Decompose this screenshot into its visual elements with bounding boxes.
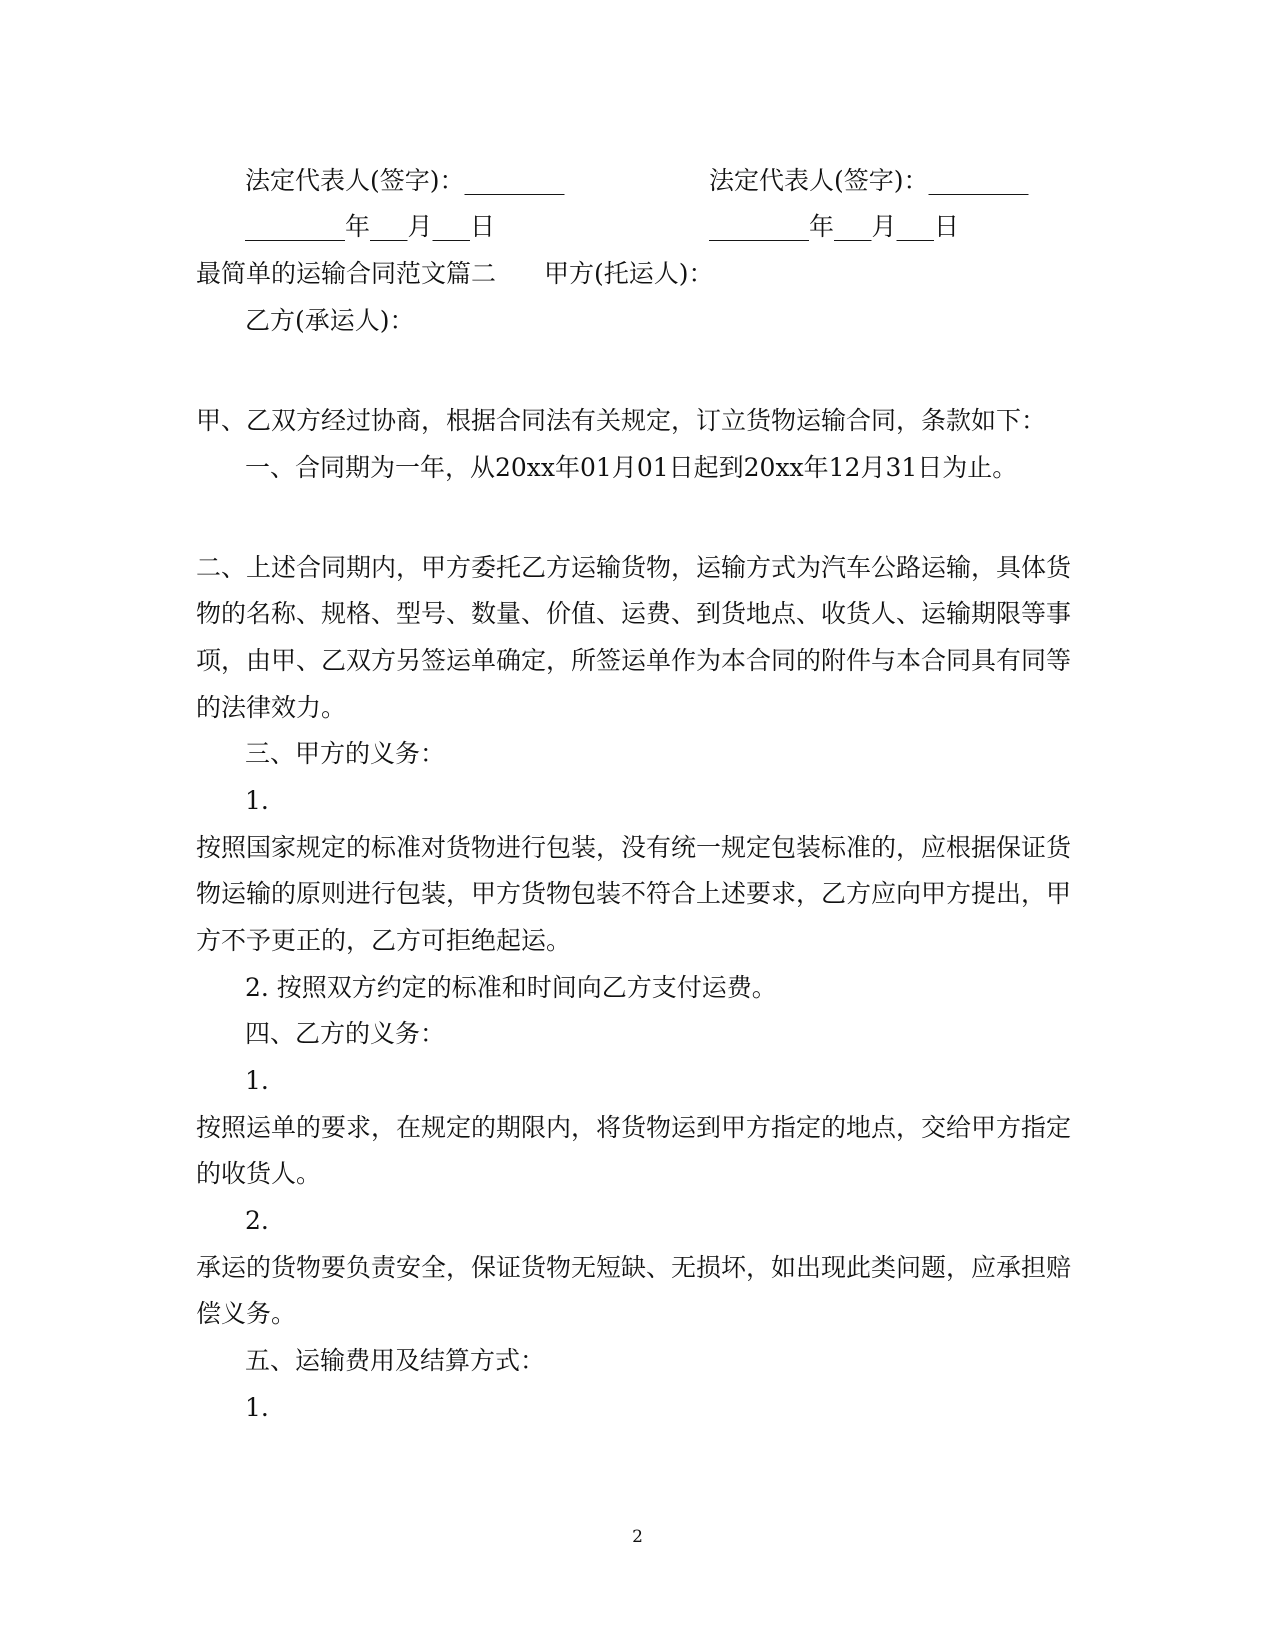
clause-3-item-1-line: 物运输的原则进行包装，甲方货物包装不符合上述要求，乙方应向甲方提出，甲 — [196, 879, 1072, 908]
clause-2-line: 物的名称、规格、型号、数量、价值、运费、到货地点、收货人、运输期限等事 — [196, 599, 1072, 628]
party-b-label: 乙方(承运人)： — [245, 306, 415, 335]
clause-3-item-1-line: 方不予更正的，乙方可拒绝起运。 — [196, 926, 572, 955]
clause-5-title: 五、运输费用及结算方式： — [245, 1346, 546, 1375]
clause-3-item-1-line: 按照国家规定的标准对货物进行包装，没有统一规定包装标准的，应根据保证货 — [196, 833, 1072, 862]
clause-3-title: 三、甲方的义务： — [245, 739, 446, 768]
clause-4-item-1-line: 按照运单的要求，在规定的期限内，将货物运到甲方指定的地点，交给甲方指定 — [196, 1113, 1072, 1142]
clause-2-line: 二、上述合同期内，甲方委托乙方运输货物，运输方式为汽车公路运输，具体货 — [196, 553, 1072, 582]
section-title: 最简单的运输合同范文篇二 — [196, 259, 497, 288]
clause-4-item-1-number: 1. — [245, 1066, 269, 1095]
clause-1: 一、合同期为一年，从20xx年01月01日起到20xx年12月31日为止。 — [245, 453, 1018, 482]
clause-2-line: 的法律效力。 — [196, 693, 347, 722]
clause-3-item-2: 2. 按照双方约定的标准和时间向乙方支付运费。 — [245, 973, 777, 1002]
intro-paragraph: 甲、乙双方经过协商，根据合同法有关规定，订立货物运输合同，条款如下： — [196, 406, 1047, 435]
clause-4-item-1-line: 的收货人。 — [196, 1159, 322, 1188]
clause-2-line: 项，由甲、乙双方另签运单确定，所签运单作为本合同的附件与本合同具有同等 — [196, 646, 1072, 675]
party-a-label: 甲方(托运人)： — [544, 259, 714, 288]
clause-4-item-2-line: 偿义务。 — [196, 1299, 297, 1328]
clause-4-title: 四、乙方的义务： — [245, 1019, 446, 1048]
party-b-representative-signature: 法定代表人(签字)：________ — [709, 166, 1029, 195]
clause-4-item-2-number: 2. — [245, 1206, 269, 1235]
clause-3-item-1-number: 1. — [245, 786, 269, 815]
page-number: 2 — [632, 1527, 643, 1547]
party-a-representative-signature: 法定代表人(签字)：________ — [245, 166, 565, 195]
clause-4-item-2-line: 承运的货物要负责安全，保证货物无短缺、无损坏，如出现此类问题，应承担赔 — [196, 1253, 1072, 1282]
clause-5-item-1-number: 1. — [245, 1393, 269, 1422]
party-a-signature-date: ________年___月___日 — [245, 212, 496, 241]
party-b-signature-date: ________年___月___日 — [709, 212, 960, 241]
